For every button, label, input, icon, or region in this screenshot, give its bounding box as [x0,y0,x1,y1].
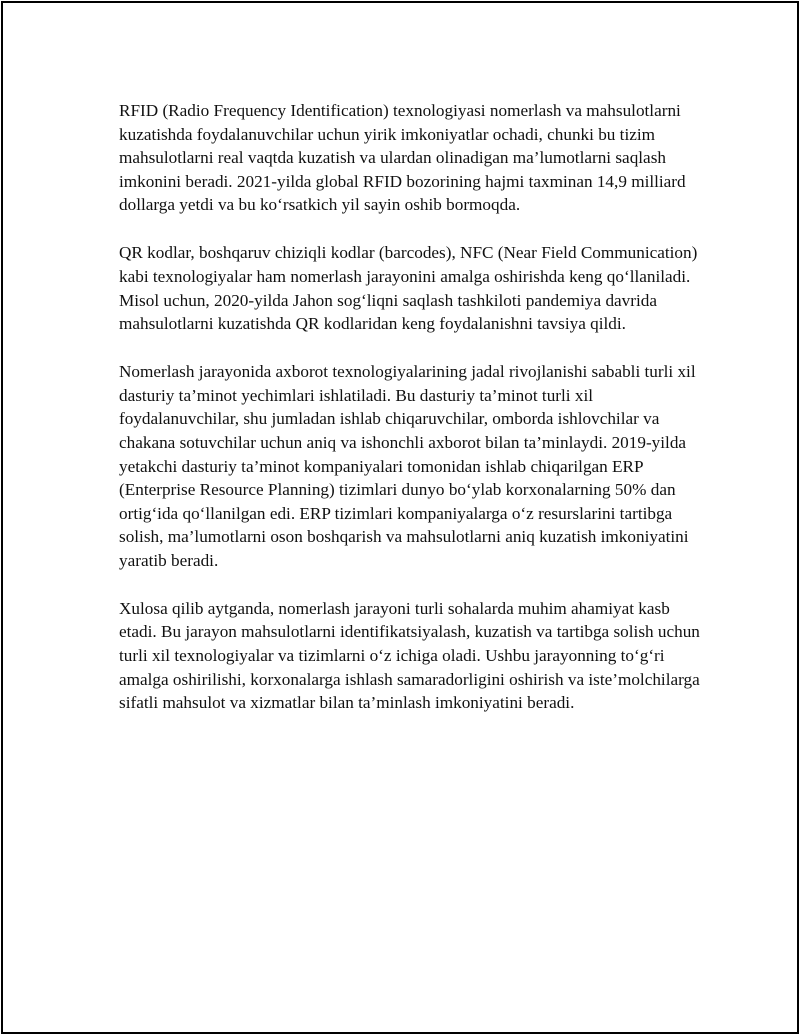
document-body [119,99,709,739]
paragraph-rfid: RFID (Radio Frequency Identification) texnologiyasi nomerlash va mahsulotlarni kuzatishda foydalanuvchilar uchun yirik imkoniyatlar ochadi, chunki bu tizim mahsulotlarni real vaqtda kuzatish va ulardan olinadigan ma’lumotlarni saqlash imkonini beradi. 2021-yilda global RFID bozorining hajmi taxminan 14,9 milliard dollarga yetdi va bu ko‘rsatkich yil sayin oshib bormoqda. [119,101,686,215]
paragraph-qr-codes: QR kodlar, boshqaruv chiziqli kodlar (barcodes), NFC (Near Field Communication) kabi texnologiyalar ham nomerlash jarayonini amalga oshirishda keng qo‘llaniladi. Misol uchun, 2020-yilda Jahon sog‘liqni saqlash tashkiloti pandemiya davrida mahsulotlarni kuzatishda QR kodlaridan keng foydalanishni tavsiya qildi. [119,243,698,334]
paragraph-software-erp: Nomerlash jarayonida axborot texnologiyalarining jadal rivojlanishi sababli turli xil dasturiy ta’minot yechimlari ishlatiladi. Bu dasturiy ta’minot turli xil foydalanuvchilar, shu jumladan ishlab chiqaruvchilar, omborda ishlovchilar va chakana sotuvchilar uchun aniq va ishonchli axborot bilan ta’minlaydi. 2019-yilda yetakchi dasturiy ta’minot kompaniyalari tomonidan ishlab chiqarilgan ERP (Enterprise Resource Planning) tizimlari dunyo bo‘ylab korxonalarning 50% dan ortig‘ida qo‘llanilgan edi. ERP tizimlari kompaniyalarga o‘z resurslarini tartibga solish, ma’lumotlarni oson boshqarish va mahsulotlarni aniq kuzatish imkoniyatini yaratib beradi. [119,362,696,570]
document-page [1,1,799,1034]
paragraph-conclusion: Xulosa qilib aytganda, nomerlash jarayoni turli sohalarda muhim ahamiyat kasb etadi. Bu jarayon mahsulotlarni identifikatsiyalash, kuzatish va tartibga solish uchun turli xil texnologiyalar va tizimlarni o‘z ichiga oladi. Ushbu jarayonning to‘g‘ri amalga oshirilishi, korxonalarga ishlash samaradorligini oshirish va iste’molchilarga sifatli mahsulot va xizmatlar bilan ta’minlash imkoniyatini beradi. [119,598,700,713]
